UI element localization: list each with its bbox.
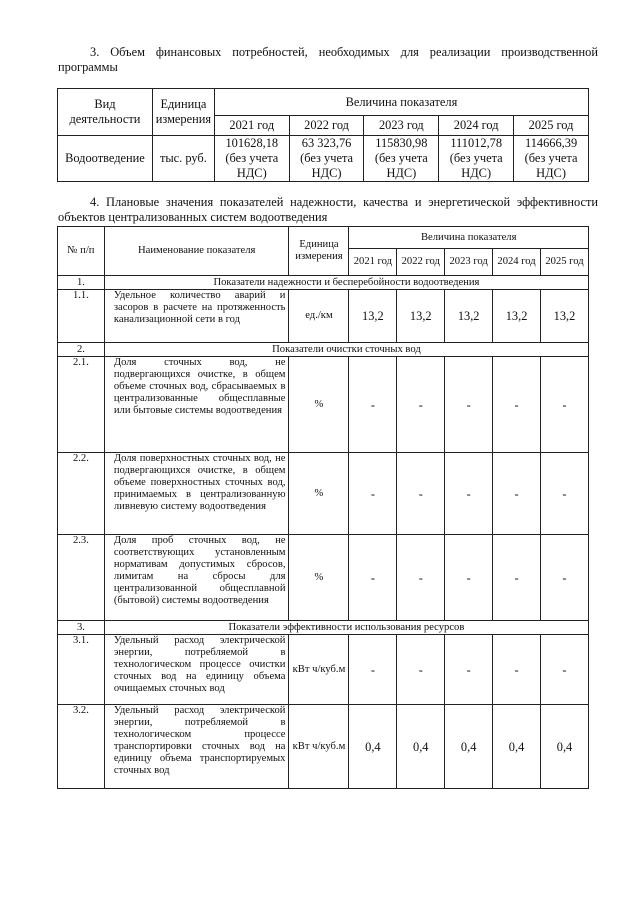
row-value: - xyxy=(445,635,493,705)
row-unit: % xyxy=(289,535,349,621)
row-num: 2.1. xyxy=(58,357,105,453)
row-value: - xyxy=(493,635,541,705)
row-activity: Водоотведение xyxy=(58,136,153,182)
row-value: - xyxy=(445,535,493,621)
header-year: 2025 год xyxy=(541,249,589,276)
row-value: - xyxy=(541,453,589,535)
row-value: - xyxy=(445,453,493,535)
section-title: Показатели надежности и бесперебойности водоотведения xyxy=(104,276,588,290)
row-value: 0,4 xyxy=(541,705,589,789)
row-value: - xyxy=(349,453,397,535)
row-value: 0,4 xyxy=(397,705,445,789)
section-num: 2. xyxy=(58,343,105,357)
financial-needs-table xyxy=(57,88,589,182)
section4-title: 4. Плановые значения показателей надежности, качества и энергетической эффективности объектов централизованных систем водоотведения xyxy=(58,195,598,224)
row-value: 115830,98 (без учета НДС) xyxy=(364,136,439,182)
row-num: 3.2. xyxy=(58,705,105,789)
header-num: № п/п xyxy=(58,227,105,276)
row-value: - xyxy=(349,535,397,621)
row-name: Доля сточных вод, не подвергающихся очистке, в общем объеме сточных вод, сбрасываемых в централизованные общесплавные или бытовые системы водоотведения xyxy=(104,357,289,453)
row-value: 13,2 xyxy=(397,290,445,343)
section-title: Показатели эффективности использования ресурсов xyxy=(104,621,588,635)
header-name: Наименование показателя xyxy=(104,227,289,276)
row-unit: % xyxy=(289,453,349,535)
header-year: 2023 год xyxy=(364,116,439,136)
header-year: 2022 год xyxy=(289,116,364,136)
header-year: 2021 год xyxy=(349,249,397,276)
row-name: Доля поверхностных сточных вод, не подвергающихся очистке, в общем объеме поверхностных сточных вод, принимаемых в централизованную ливневую систему водоотведения xyxy=(104,453,289,535)
header-unit: Единица измерения xyxy=(152,89,214,136)
header-activity: Вид деятельности xyxy=(58,89,153,136)
row-value: - xyxy=(397,453,445,535)
row-value: - xyxy=(541,357,589,453)
header-year: 2023 год xyxy=(445,249,493,276)
row-value: 13,2 xyxy=(445,290,493,343)
row-value: - xyxy=(445,357,493,453)
header-year: 2025 год xyxy=(514,116,589,136)
row-value: 0,4 xyxy=(445,705,493,789)
row-name: Удельный расход электрической энергии, потребляемой в технологическом процессе транспортировки сточных вод на единицу объема транспортируемых сточных вод xyxy=(104,705,289,789)
row-value: - xyxy=(541,535,589,621)
row-value: 13,2 xyxy=(541,290,589,343)
row-value: 63 323,76 (без учета НДС) xyxy=(289,136,364,182)
row-name: Доля проб сточных вод, не соответствующих установленным нормативам допустимых сбросов, лимитам на сбросы для централизованной общесплавной (бытовой) системы водоотведения xyxy=(104,535,289,621)
header-year: 2022 год xyxy=(397,249,445,276)
row-num: 2.3. xyxy=(58,535,105,621)
header-year: 2024 год xyxy=(493,249,541,276)
header-year: 2024 год xyxy=(439,116,514,136)
header-value: Величина показателя xyxy=(214,89,588,116)
row-value: 0,4 xyxy=(349,705,397,789)
row-unit: % xyxy=(289,357,349,453)
row-value: - xyxy=(541,635,589,705)
row-unit: тыс. руб. xyxy=(152,136,214,182)
row-value: 111012,78 (без учета НДС) xyxy=(439,136,514,182)
row-value: - xyxy=(493,357,541,453)
header-year: 2021 год xyxy=(214,116,289,136)
section3-title: 3. Объем финансовых потребностей, необходимых для реализации производственной программы xyxy=(58,45,598,74)
row-value: 114666,39 (без учета НДС) xyxy=(514,136,589,182)
row-unit: кВт ч/куб.м xyxy=(289,635,349,705)
row-unit: кВт ч/куб.м xyxy=(289,705,349,789)
row-value: - xyxy=(397,635,445,705)
row-unit: ед./км xyxy=(289,290,349,343)
row-num: 3.1. xyxy=(58,635,105,705)
row-value: 13,2 xyxy=(349,290,397,343)
row-num: 2.2. xyxy=(58,453,105,535)
section-title: Показатели очистки сточных вод xyxy=(104,343,588,357)
row-value: - xyxy=(397,357,445,453)
header-value: Величина показателя xyxy=(349,227,589,249)
row-value: - xyxy=(397,535,445,621)
section-num: 1. xyxy=(58,276,105,290)
row-value: - xyxy=(493,453,541,535)
row-value: 0,4 xyxy=(493,705,541,789)
header-unit: Единица измерения xyxy=(289,227,349,276)
section-num: 3. xyxy=(58,621,105,635)
row-num: 1.1. xyxy=(58,290,105,343)
indicators-table xyxy=(57,226,589,789)
row-name: Удельный расход электрической энергии, потребляемой в технологическом процессе очистки сточных вод на единицу объема очищаемых сточных вод xyxy=(104,635,289,705)
row-value: - xyxy=(349,635,397,705)
row-value: - xyxy=(493,535,541,621)
row-value: 13,2 xyxy=(493,290,541,343)
row-name: Удельное количество аварий и засоров в расчете на протяженность канализационной сети в год xyxy=(104,290,289,343)
row-value: 101628,18 (без учета НДС) xyxy=(214,136,289,182)
row-value: - xyxy=(349,357,397,453)
